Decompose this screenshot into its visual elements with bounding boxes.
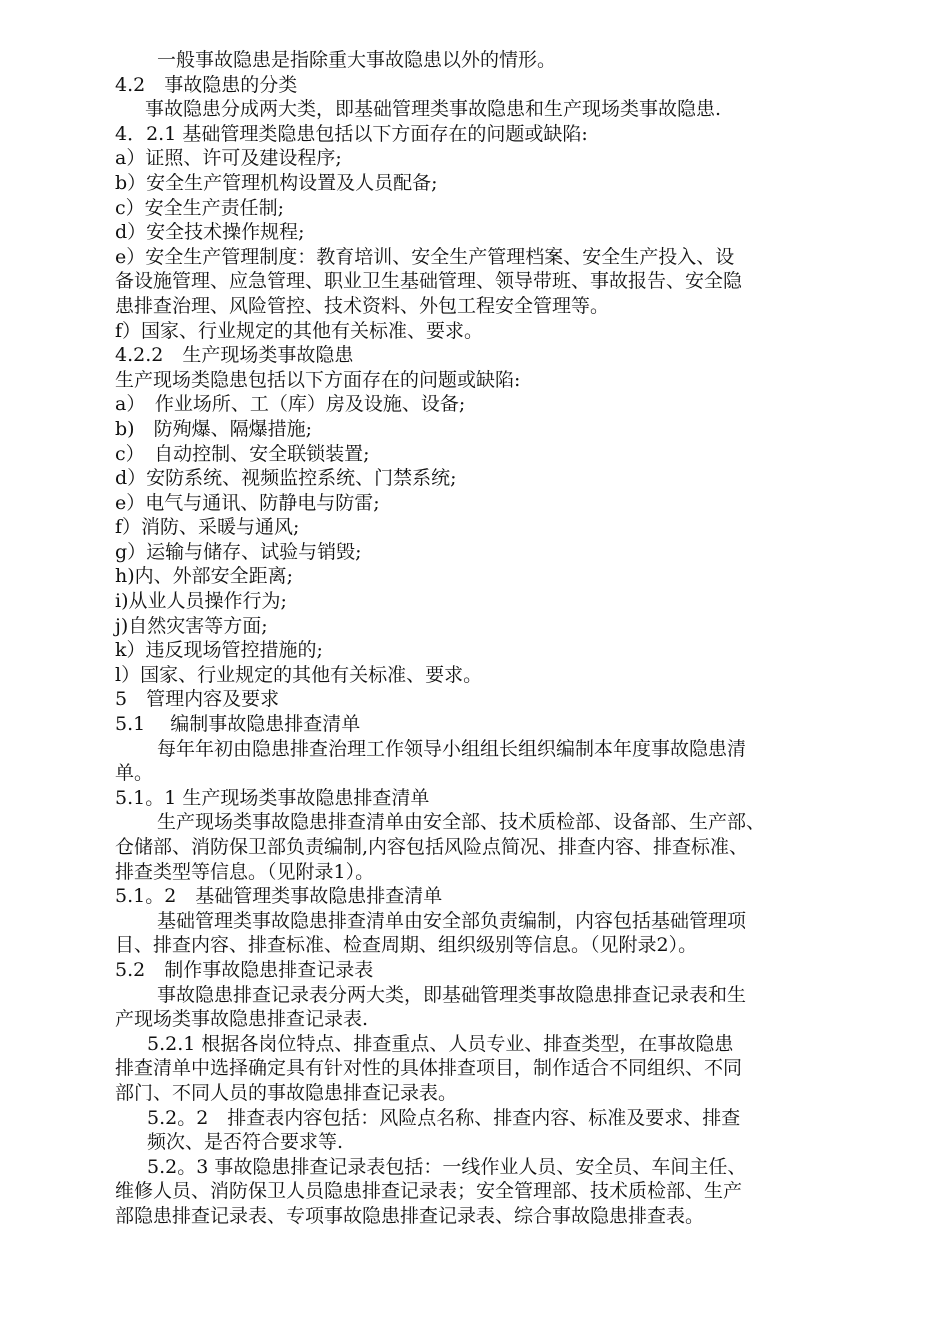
text-line: l）国家、行业规定的其他有关标准、要求。 — [115, 663, 483, 686]
text-line: f）国家、行业规定的其他有关标准、要求。 — [115, 319, 484, 342]
text-line: 生产现场类事故隐患排查清单由安全部、技术质检部、设备部、生产部、 — [157, 811, 766, 834]
document-page — [115, 48, 875, 1229]
text-line: e）安全生产管理制度：教育培训、安全生产管理档案、安全生产投入、设 — [115, 245, 735, 268]
text-line: c） 自动控制、安全联锁装置; — [115, 442, 370, 465]
text-line: c）安全生产责任制; — [115, 196, 285, 219]
text-line: k）违反现场管控措施的; — [115, 639, 323, 662]
text-line: 仓储部、消防保卫部负责编制,内容包括风险点简况、排查内容、排查标准、 — [115, 836, 749, 858]
text-line: 事故隐患分成两大类，即基础管理类事故隐患和生产现场类事故隐患. — [145, 98, 722, 121]
text-line: 目、排查内容、排查标准、检查周期、组织级别等信息。（见附录2）。 — [115, 934, 698, 957]
text-line: 备设施管理、应急管理、职业卫生基础管理、领导带班、事故报告、安全隐 — [115, 270, 743, 293]
text-line: 排查清单中选择确定具有针对性的具体排查项目，制作适合不同组织、不同 — [115, 1057, 743, 1080]
text-line: 每年年初由隐患排查治理工作领导小组组长组织编制本年度事故隐患清 — [157, 737, 747, 760]
text-line: 部隐患排查记录表、专项事故隐患排查记录表、综合事故隐患排查表。 — [115, 1204, 705, 1227]
text-line: 5.2。2 排查表内容包括：风险点名称、排查内容、标准及要求、排查 — [147, 1106, 741, 1129]
text-line: 5.1 编制事故隐患排查清单 — [115, 713, 361, 736]
text-line: 4.2.2 生产现场类事故隐患 — [115, 344, 354, 367]
text-line: 生产现场类隐患包括以下方面存在的问题或缺陷: — [115, 368, 521, 391]
text-line: 5.2。3 事故隐患排查记录表包括：一线作业人员、安全员、车间主任、 — [147, 1155, 747, 1178]
text-line: 部门、不同人员的事故隐患排查记录表。 — [115, 1081, 458, 1104]
text-line: 5.1。1 生产现场类事故隐患排查清单 — [115, 786, 430, 809]
text-line: j)自然灾害等方面; — [115, 614, 268, 637]
text-line: b）安全生产管理机构设置及人员配备; — [115, 171, 438, 194]
text-line: g）运输与储存、试验与销毁; — [115, 540, 362, 563]
text-line: 事故隐患排查记录表分两大类，即基础管理类事故隐患排查记录表和生 — [157, 983, 747, 1006]
text-line: 频次、是否符合要求等. — [147, 1131, 344, 1154]
text-line: 患排查治理、风险管控、技术资料、外包工程安全管理等。 — [115, 294, 610, 317]
text-line: a）证照、许可及建设程序; — [115, 147, 342, 170]
text-line: d）安防系统、视频监控系统、门禁系统; — [115, 467, 457, 490]
text-line: 维修人员、消防保卫人员隐患排查记录表；安全管理部、技术质检部、生产 — [115, 1180, 743, 1203]
text-line: 4．2.1 基础管理类隐患包括以下方面存在的问题或缺陷: — [115, 122, 588, 145]
text-line: b) 防殉爆、隔爆措施; — [115, 417, 312, 440]
text-line: 基础管理类事故隐患排查清单由安全部负责编制，内容包括基础管理项 — [157, 909, 747, 932]
text-line: d）安全技术操作规程; — [115, 221, 305, 244]
text-line: 5.1。2 基础管理类事故隐患排查清单 — [115, 885, 443, 908]
text-line: 5.2.1 根据各岗位特点、排查重点、人员专业、排查类型，在事故隐患 — [147, 1032, 734, 1055]
text-line: 单。 — [115, 762, 154, 785]
text-line: h)内、外部安全距离; — [115, 565, 294, 588]
text-line: 产现场类事故隐患排查记录表. — [115, 1008, 369, 1031]
text-line: 一般事故隐患是指除重大事故隐患以外的情形。 — [157, 49, 557, 71]
text-line: 排查类型等信息。（见附录1）。 — [115, 860, 375, 883]
text-line: a） 作业场所、工（库）房及设施、设备; — [115, 393, 466, 416]
text-line: 4.2 事故隐患的分类 — [115, 73, 298, 96]
text-line: i)从业人员操作行为; — [115, 590, 287, 613]
text-line: f）消防、采暖与通风; — [115, 516, 300, 539]
text-line: 5 管理内容及要求 — [115, 688, 280, 711]
text-line: 5.2 制作事故隐患排查记录表 — [115, 958, 374, 981]
text-line: e）电气与通讯、防静电与防雷; — [115, 491, 380, 514]
